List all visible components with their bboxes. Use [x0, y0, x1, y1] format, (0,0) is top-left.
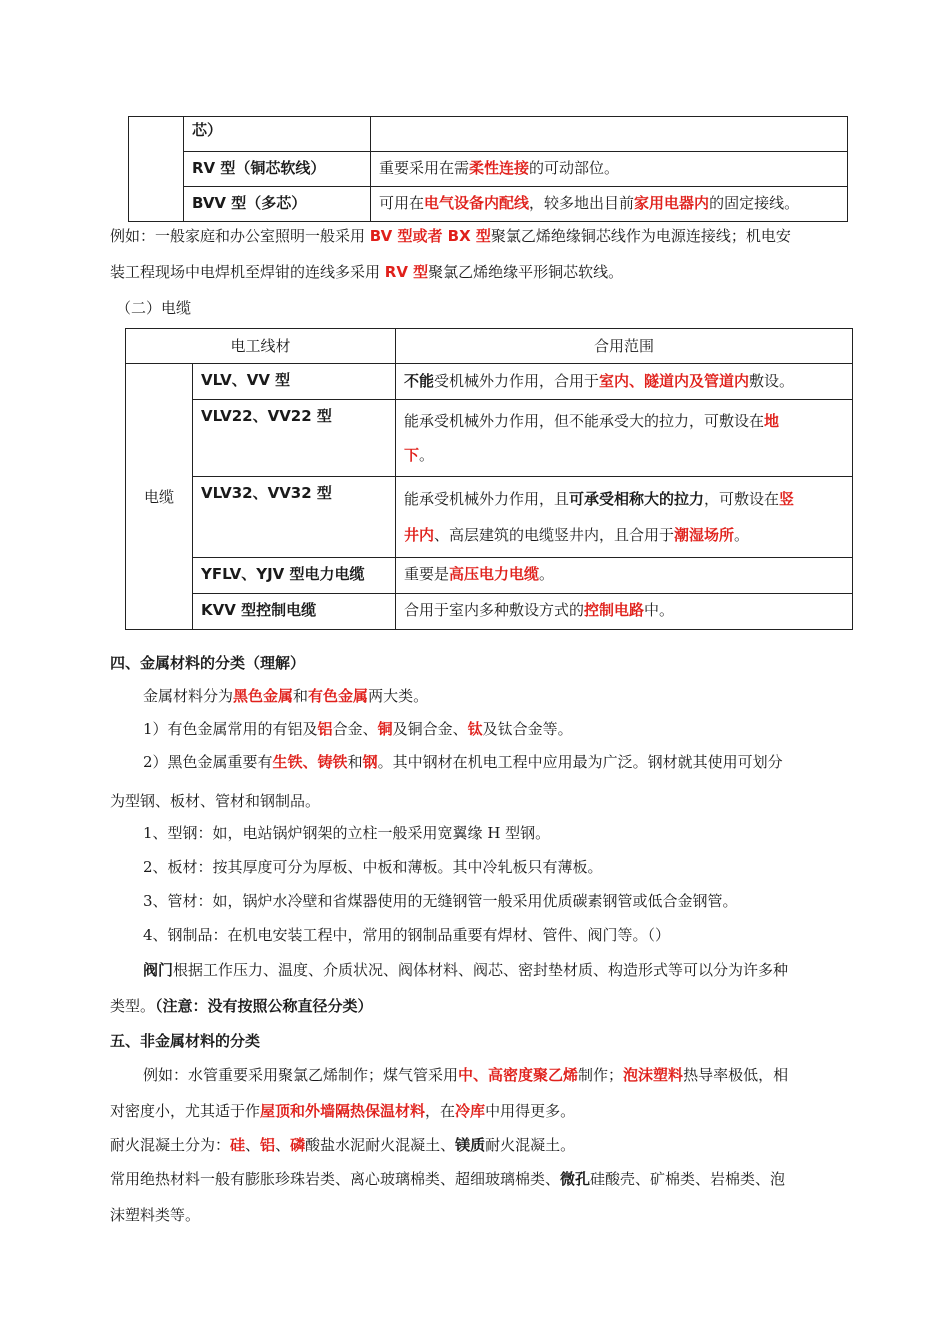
text-run: 和 — [293, 687, 309, 705]
text-run: 。其中钢材在机电工程中应用最为广泛。钢材就其使用可划分 — [377, 753, 783, 771]
highlight-text: 下 — [404, 446, 420, 464]
cell-line — [404, 564, 844, 584]
section5-paragraph — [110, 1205, 870, 1225]
text-run: 聚氯乙烯绝缘铜芯线作为电源连接线；机电安 — [490, 227, 791, 245]
text-run: 。 — [539, 565, 555, 583]
text-run: 两大类。 — [368, 687, 429, 705]
text-run: 、高层建筑的电缆竖井内，且合用于 — [434, 526, 675, 544]
text-run: 2）黑色金属重要有 — [143, 753, 273, 771]
highlight-text: 竖 — [779, 490, 795, 508]
cable-type-cell: YFLV、YJV 型电力电缆 — [193, 558, 396, 594]
highlight-text: 高压电力电缆 — [449, 565, 540, 583]
section4-paragraph — [143, 925, 870, 945]
wire-table-group-cell — [129, 117, 184, 222]
text-run: 硅酸壳、矿棉类、岩棉类、泡 — [590, 1170, 786, 1188]
section5-paragraph — [110, 1101, 870, 1121]
text-run: 、 — [245, 1136, 261, 1154]
text-run: 合金、 — [332, 720, 378, 738]
text-run: ，可敷设在 — [704, 490, 780, 508]
highlight-text: 铝 — [260, 1136, 276, 1154]
wire-type-cell: BVV 型（多芯） — [184, 187, 371, 222]
text-run: 重要是 — [404, 565, 450, 583]
text-run: 及钛合金等。 — [482, 720, 573, 738]
example-paragraph-line — [110, 226, 870, 246]
highlight-text: 冷库 — [455, 1102, 486, 1120]
section4-paragraph — [143, 823, 870, 843]
text-run: 4、钢制品：在机电安装工程中，常用的钢制品重要有焊材、管件、阀门等。（） — [143, 926, 671, 944]
cable-type-cell: KVV 型控制电缆 — [193, 594, 396, 630]
highlight-text: 井内 — [404, 526, 435, 544]
wire-desc-cell — [371, 117, 848, 152]
section5-paragraph — [143, 1065, 870, 1085]
bold-text: 阀门 — [143, 961, 174, 979]
highlight-text: 电气设备内配线 — [424, 194, 530, 212]
text-run: 能承受机械外力作用，且 — [404, 490, 570, 508]
text-run: 敷设。 — [749, 372, 795, 390]
highlight-text: BV 型或者 BX 型 — [369, 227, 491, 245]
text-run: 酸盐水泥耐火混凝土、 — [305, 1136, 456, 1154]
text-run: 1）有色金属常用的有铝及 — [143, 720, 318, 738]
wire-desc-cell — [371, 152, 848, 187]
section4-paragraph — [143, 686, 870, 706]
text-run: 对密度小，尤其适于作 — [110, 1102, 261, 1120]
text-run: 2、板材：按其厚度可分为厚板、中板和薄板。其中冷轧板只有薄板。 — [143, 858, 603, 876]
text-run: 重要采用在需 — [379, 159, 470, 177]
text-run: 类型。 — [110, 997, 156, 1015]
text-run: 例如：水管重要采用聚氯乙烯制作；煤气管采用 — [143, 1066, 459, 1084]
bold-text: （注意：没有按照公称直径分类） — [155, 997, 373, 1015]
text-run: 热导率极低，相 — [683, 1066, 789, 1084]
highlight-text: 控制电路 — [584, 601, 645, 619]
highlight-text: 铜 — [377, 720, 393, 738]
wire-desc-cell — [371, 187, 848, 222]
bold-text: 不能 — [404, 372, 435, 390]
cell-line — [404, 438, 844, 472]
highlight-text: 钢 — [362, 753, 378, 771]
text-run: ，在 — [425, 1102, 456, 1120]
wire-table — [128, 116, 848, 222]
cable-table — [125, 328, 853, 630]
cable-type-cell: VLV22、VV22 型 — [193, 400, 396, 477]
example-paragraph-line — [110, 262, 870, 282]
highlight-text: 钛 — [467, 720, 483, 738]
text-run: 及铜合金、 — [392, 720, 468, 738]
section4-paragraph — [143, 891, 870, 911]
cell-line — [404, 370, 844, 392]
section4-paragraph — [110, 996, 870, 1016]
text-run: 例如：一般家庭和办公室照明一般采用 — [110, 227, 370, 245]
text-run: 耐火混凝土。 — [485, 1136, 576, 1154]
highlight-text: 中、高密度聚乙烯 — [458, 1066, 579, 1084]
wire-type-cell: RV 型（铜芯软线） — [184, 152, 371, 187]
text-run: 的可动部位。 — [529, 159, 620, 177]
cable-range-cell — [396, 477, 853, 558]
text-run: ，较多地出目前 — [529, 194, 635, 212]
section4-paragraph — [110, 791, 870, 811]
text-run: 制作； — [578, 1066, 624, 1084]
section4-paragraph — [143, 719, 870, 739]
text-run: 能承受机械外力作用，但不能承受大的拉力，可敷设在 — [404, 412, 765, 430]
section5-paragraph — [110, 1169, 870, 1189]
text-run: 金属材料分为 — [143, 687, 234, 705]
text-run: 可用在 — [379, 194, 425, 212]
text-run: 沫塑料类等。 — [110, 1206, 201, 1224]
text-run: 的固定接线。 — [709, 194, 800, 212]
text-run: 聚氯乙烯绝缘平形铜芯软线。 — [428, 263, 624, 281]
text-run: 常用绝热材料一般有膨胀珍珠岩类、离心玻璃棉类、超细玻璃棉类、 — [110, 1170, 561, 1188]
highlight-text: 黑色金属 — [233, 687, 294, 705]
section5-title: 五、非金属材料的分类 — [110, 1032, 261, 1050]
highlight-text: 铝 — [317, 720, 333, 738]
section4-paragraph — [143, 960, 870, 980]
highlight-text: 家用电器内 — [634, 194, 710, 212]
text-run: 3、管材：如，锅炉水冷壁和省煤器使用的无缝钢管一般采用优质碳素钢管或低合金钢管。 — [143, 892, 738, 910]
highlight-text: 泡沫塑料 — [623, 1066, 684, 1084]
cell-line — [404, 404, 844, 438]
highlight-text: RV 型 — [384, 263, 429, 281]
text-run: 根据工作压力、温度、介质状况、阀体材料、阀芯、密封垫材质、构造形式等可以分为许多种 — [173, 961, 789, 979]
cable-type-cell: VLV32、VV32 型 — [193, 477, 396, 558]
section4-title: 四、金属材料的分类（理解） — [110, 654, 306, 672]
cable-heading: （二）电缆 — [116, 299, 192, 317]
text-run: 。 — [419, 446, 435, 464]
bold-text: 镁质 — [455, 1136, 486, 1154]
text-run: 1、型钢：如，电站锅炉钢架的立柱一般采用宽翼缘 H 型钢。 — [143, 824, 551, 842]
text-run: 合用于室内多种敷设方式的 — [404, 601, 585, 619]
highlight-text: 潮湿场所 — [674, 526, 735, 544]
highlight-text: 硅 — [230, 1136, 246, 1154]
highlight-text: 有色金属 — [308, 687, 369, 705]
text-run: 为型钢、板材、管材和钢制品。 — [110, 792, 321, 810]
section5-paragraph — [110, 1135, 870, 1155]
cell-line — [404, 481, 844, 517]
text-run: 耐火混凝土分为： — [110, 1136, 231, 1154]
highlight-text: 屋顶和外墙隔热保温材料 — [260, 1102, 426, 1120]
highlight-text: 柔性连接 — [469, 159, 530, 177]
cable-group-label: 电缆 — [126, 364, 193, 630]
text-run: 中用得更多。 — [485, 1102, 576, 1120]
text-run: 受机械外力作用，合用于 — [434, 372, 600, 390]
cable-range-cell — [396, 594, 853, 630]
text-run: 和 — [347, 753, 363, 771]
cable-range-cell — [396, 400, 853, 477]
text-run: 装工程现场中电焊机至焊钳的连线多采用 — [110, 263, 385, 281]
bold-text: 可承受相称大的拉力 — [569, 490, 705, 508]
highlight-text: 生铁、铸铁 — [272, 753, 348, 771]
text-run: 中。 — [644, 601, 675, 619]
cable-range-cell — [396, 364, 853, 400]
cell-line — [404, 600, 844, 620]
text-run: 、 — [275, 1136, 291, 1154]
section4-paragraph — [143, 857, 870, 877]
wire-type-cell: 芯） — [184, 117, 371, 152]
cable-header-range: 合用范围 — [396, 329, 853, 364]
highlight-text: 室内、隧道内及管道内 — [599, 372, 750, 390]
cable-range-cell — [396, 558, 853, 594]
text-run: 。 — [734, 526, 750, 544]
bold-text: 微孔 — [560, 1170, 591, 1188]
cable-type-cell: VLV、VV 型 — [193, 364, 396, 400]
cell-line — [404, 517, 844, 553]
section4-paragraph — [143, 752, 870, 772]
cable-header-material: 电工线材 — [126, 329, 396, 364]
highlight-text: 地 — [764, 412, 780, 430]
highlight-text: 磷 — [290, 1136, 306, 1154]
